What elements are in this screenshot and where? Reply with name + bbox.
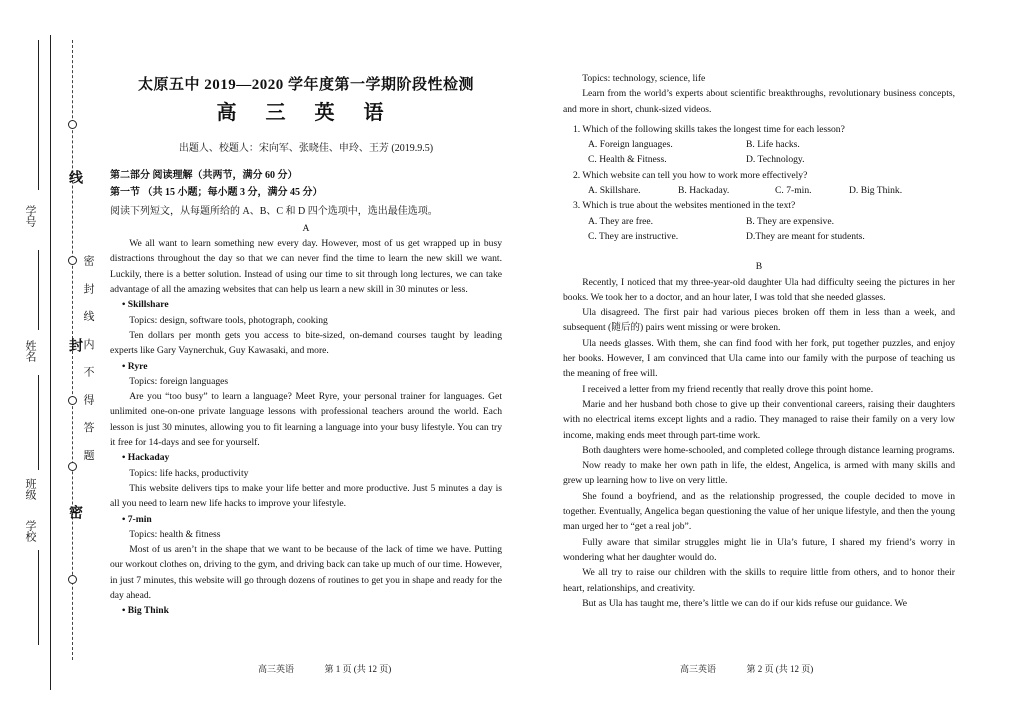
page-1 xyxy=(110,0,502,619)
page-1-footer xyxy=(258,662,391,675)
answer-option[interactable]: D. Technology. xyxy=(746,154,805,166)
footer-subject: 高三英语 xyxy=(258,664,295,674)
site-name: • Big Think xyxy=(122,605,169,617)
passage-b-paragraph: I received a letter from my friend recently that really drove this point home. xyxy=(582,383,874,395)
answer-option[interactable]: A. Skillshare. xyxy=(588,185,641,197)
page-2-footer xyxy=(680,662,813,675)
page-2 xyxy=(563,0,955,611)
site-name: • Skillshare xyxy=(122,299,169,311)
answer-option[interactable]: A. They are free. xyxy=(588,215,654,227)
seal-notice: 密 封 线 内 不 得 答 题 xyxy=(82,255,94,468)
binding-margin xyxy=(0,0,110,723)
answer-option[interactable]: B. Life hacks. xyxy=(746,139,800,151)
passage-b-paragraph: We all try to raise our children with the skills to require little from others, and to honor their heart, relationships, and creativity. xyxy=(563,567,955,594)
part-heading: 第二部分 阅读理解（共两节，满分 60 分） xyxy=(110,170,298,181)
site-name: • Ryre xyxy=(122,360,148,372)
school-blank xyxy=(38,550,39,645)
question-text: 1. Which of the following skills takes the longest time for each lesson? xyxy=(573,123,845,135)
seal-circle xyxy=(68,575,77,584)
exam-authors: 出题人、校题人：宋向军、张晓佳、申玲、王芳 (2019.9.5) xyxy=(178,143,434,154)
site-name: • 7-min xyxy=(122,513,152,525)
seal-char-seal: 封 xyxy=(67,338,82,352)
name-label: 姓名 xyxy=(24,340,36,362)
site-description: This website delivers tips to make your life better and more productive. Just 5 minutes a day is all you need to learn new life hacks to improve your lifestyle. xyxy=(110,482,502,510)
answer-option[interactable]: B. They are expensive. xyxy=(746,215,835,227)
answer-option[interactable]: B. Hackaday. xyxy=(678,185,730,197)
student-id-blank xyxy=(38,40,39,190)
student-id-label: 学号 xyxy=(24,205,36,227)
question-text: 3. Which is true about the websites mentioned in the text? xyxy=(573,200,796,212)
site-topics: Topics: design, software tools, photograph, cooking xyxy=(129,314,328,326)
exam-title: 太原五中 2019—2020 学年度第一学期阶段性检测 xyxy=(137,77,474,93)
site-name: • Hackaday xyxy=(122,452,170,464)
question-2 xyxy=(563,168,955,199)
bigthink-description: Learn from the world’s experts about scientific breakthroughs, revolutionary business concepts, and more in short, chunk-sized videos. xyxy=(563,88,955,115)
question-text: 2. Which website can tell you how to work more effectively? xyxy=(573,169,808,181)
section-heading: 第一节 （共 15 小题；每小题 3 分，满分 45 分） xyxy=(110,187,323,199)
name-blank xyxy=(38,250,39,330)
seal-char-secret: 密 xyxy=(67,505,82,519)
passage-b-paragraph: Ula needs glasses. With them, she can find food with her fork, put together puzzles, and enjoy her books. However, I am convinced that Ula came into our family with the purpose of teaching us the meaning of free will. xyxy=(563,337,955,380)
passage-b-paragraph: She found a boyfriend, and as the relationship progressed, the couple decided to move in together. Eventually, Angelica began questioning the value of her unique lifestyle, and then the young man urged her to “get a real job”. xyxy=(563,490,955,533)
answer-option[interactable]: C. Health & Fitness. xyxy=(588,154,667,166)
seal-circle xyxy=(68,462,77,471)
answer-option[interactable]: C. They are instructive. xyxy=(588,230,679,242)
answer-option[interactable]: A. Foreign languages. xyxy=(588,139,673,151)
site-description: Ten dollars per month gets you access to bite-sized, on-demand courses taught by leading experts like Gary Vaynerchuk, Guy Kawasaki, and more. xyxy=(110,329,502,357)
site-topics: Topics: foreign languages xyxy=(129,375,229,387)
passage-b-paragraph: Now ready to make her own path in life, the eldest, Angelica, is armed with many skills and grew up learning how to live on very little. xyxy=(563,460,955,487)
question-1 xyxy=(563,122,955,168)
instruction-text: 阅读下列短文，从每题所给的 A、B、C 和 D 四个选项中，选出最佳选项。 xyxy=(110,205,438,217)
question-3 xyxy=(563,198,955,244)
passage-b-paragraph: But as Ula has taught me, there’s little we can do if our kids refuse our guidance. We xyxy=(582,597,908,609)
site-topics: Topics: life hacks, productivity xyxy=(129,467,249,479)
passage-a-label: A xyxy=(302,222,310,234)
passage-b-paragraph: Fully aware that similar struggles might lie in Ula’s future, I shared my friend’s worry in wondering what her daughter would do. xyxy=(563,536,955,563)
site-description: Are you “too busy” to learn a language? Meet Ryre, your personal trainer for languages. Get unlimited one-on-one private language lessons with professional teachers around the world. Each lesson is just 30 minutes, allowing you to fit learning a language into your busy lifestyle. You can try it free for 14-days and see for yourself. xyxy=(110,391,502,449)
footer-subject: 高三英语 xyxy=(680,664,717,674)
class-label: 班级 xyxy=(24,478,36,500)
passage-b-paragraph: Both daughters were home-schooled, and completed college through distance learning programs. xyxy=(582,444,955,456)
answer-option[interactable]: C. 7-min. xyxy=(775,185,812,197)
seal-circle xyxy=(68,256,77,265)
outer-border-line xyxy=(50,35,51,690)
passage-a-intro: We all want to learn something new every day. However, most of us get wrapped up in busy distractions throughout the day so that we can never find the time to learn the new skill we want. Luckily, there is a better solution. Instead of using our time to sit through long lectures, we can take advantage of all the amazing websites that can help us learn a new skill in 30 minutes or less. xyxy=(110,238,502,296)
school-label: 学校 xyxy=(24,520,36,542)
class-blank xyxy=(38,375,39,470)
site-description: Most of us aren’t in the shape that we want to be because of the lack of time we have. Putting our workout clothes on, driving to the gym, and driving back can take up much of our time. However, in just 7 minutes, this website will go through dozens of routines to get you in shape and ready for the day ahead. xyxy=(110,544,502,602)
passage-b-label: B xyxy=(755,261,763,273)
bigthink-topics: Topics: technology, science, life xyxy=(582,73,706,84)
exam-subject: 高 三 英 语 xyxy=(216,102,396,124)
seal-circle xyxy=(68,120,77,129)
answer-option[interactable]: D. Big Think. xyxy=(849,185,903,197)
answer-option[interactable]: D.They are meant for students. xyxy=(746,230,865,242)
passage-b-paragraph: Marie and her husband both chose to give up their conventional careers, raising their daughters with no electrical items except lights and a radio. They managed to raise their family on a very low income, making ends meet through part-time work. xyxy=(563,398,955,441)
seal-circle xyxy=(68,396,77,405)
seal-char-line: 线 xyxy=(67,170,82,184)
footer-page-number: 第 1 页 (共 12 页) xyxy=(324,664,392,674)
footer-page-number: 第 2 页 (共 12 页) xyxy=(746,664,814,674)
passage-b-paragraph: Ula disagreed. The first pair had various pieces broken off them in less than a week, and subsequent (随后的) pairs went missing or were broken. xyxy=(563,307,955,334)
site-topics: Topics: health & fitness xyxy=(129,528,221,540)
passage-b-paragraph: Recently, I noticed that my three-year-old daughter Ula had difficulty seeing the pictures in her books. We took her to a doctor, and an hour later, I was told that she needed glasses. xyxy=(563,276,955,303)
